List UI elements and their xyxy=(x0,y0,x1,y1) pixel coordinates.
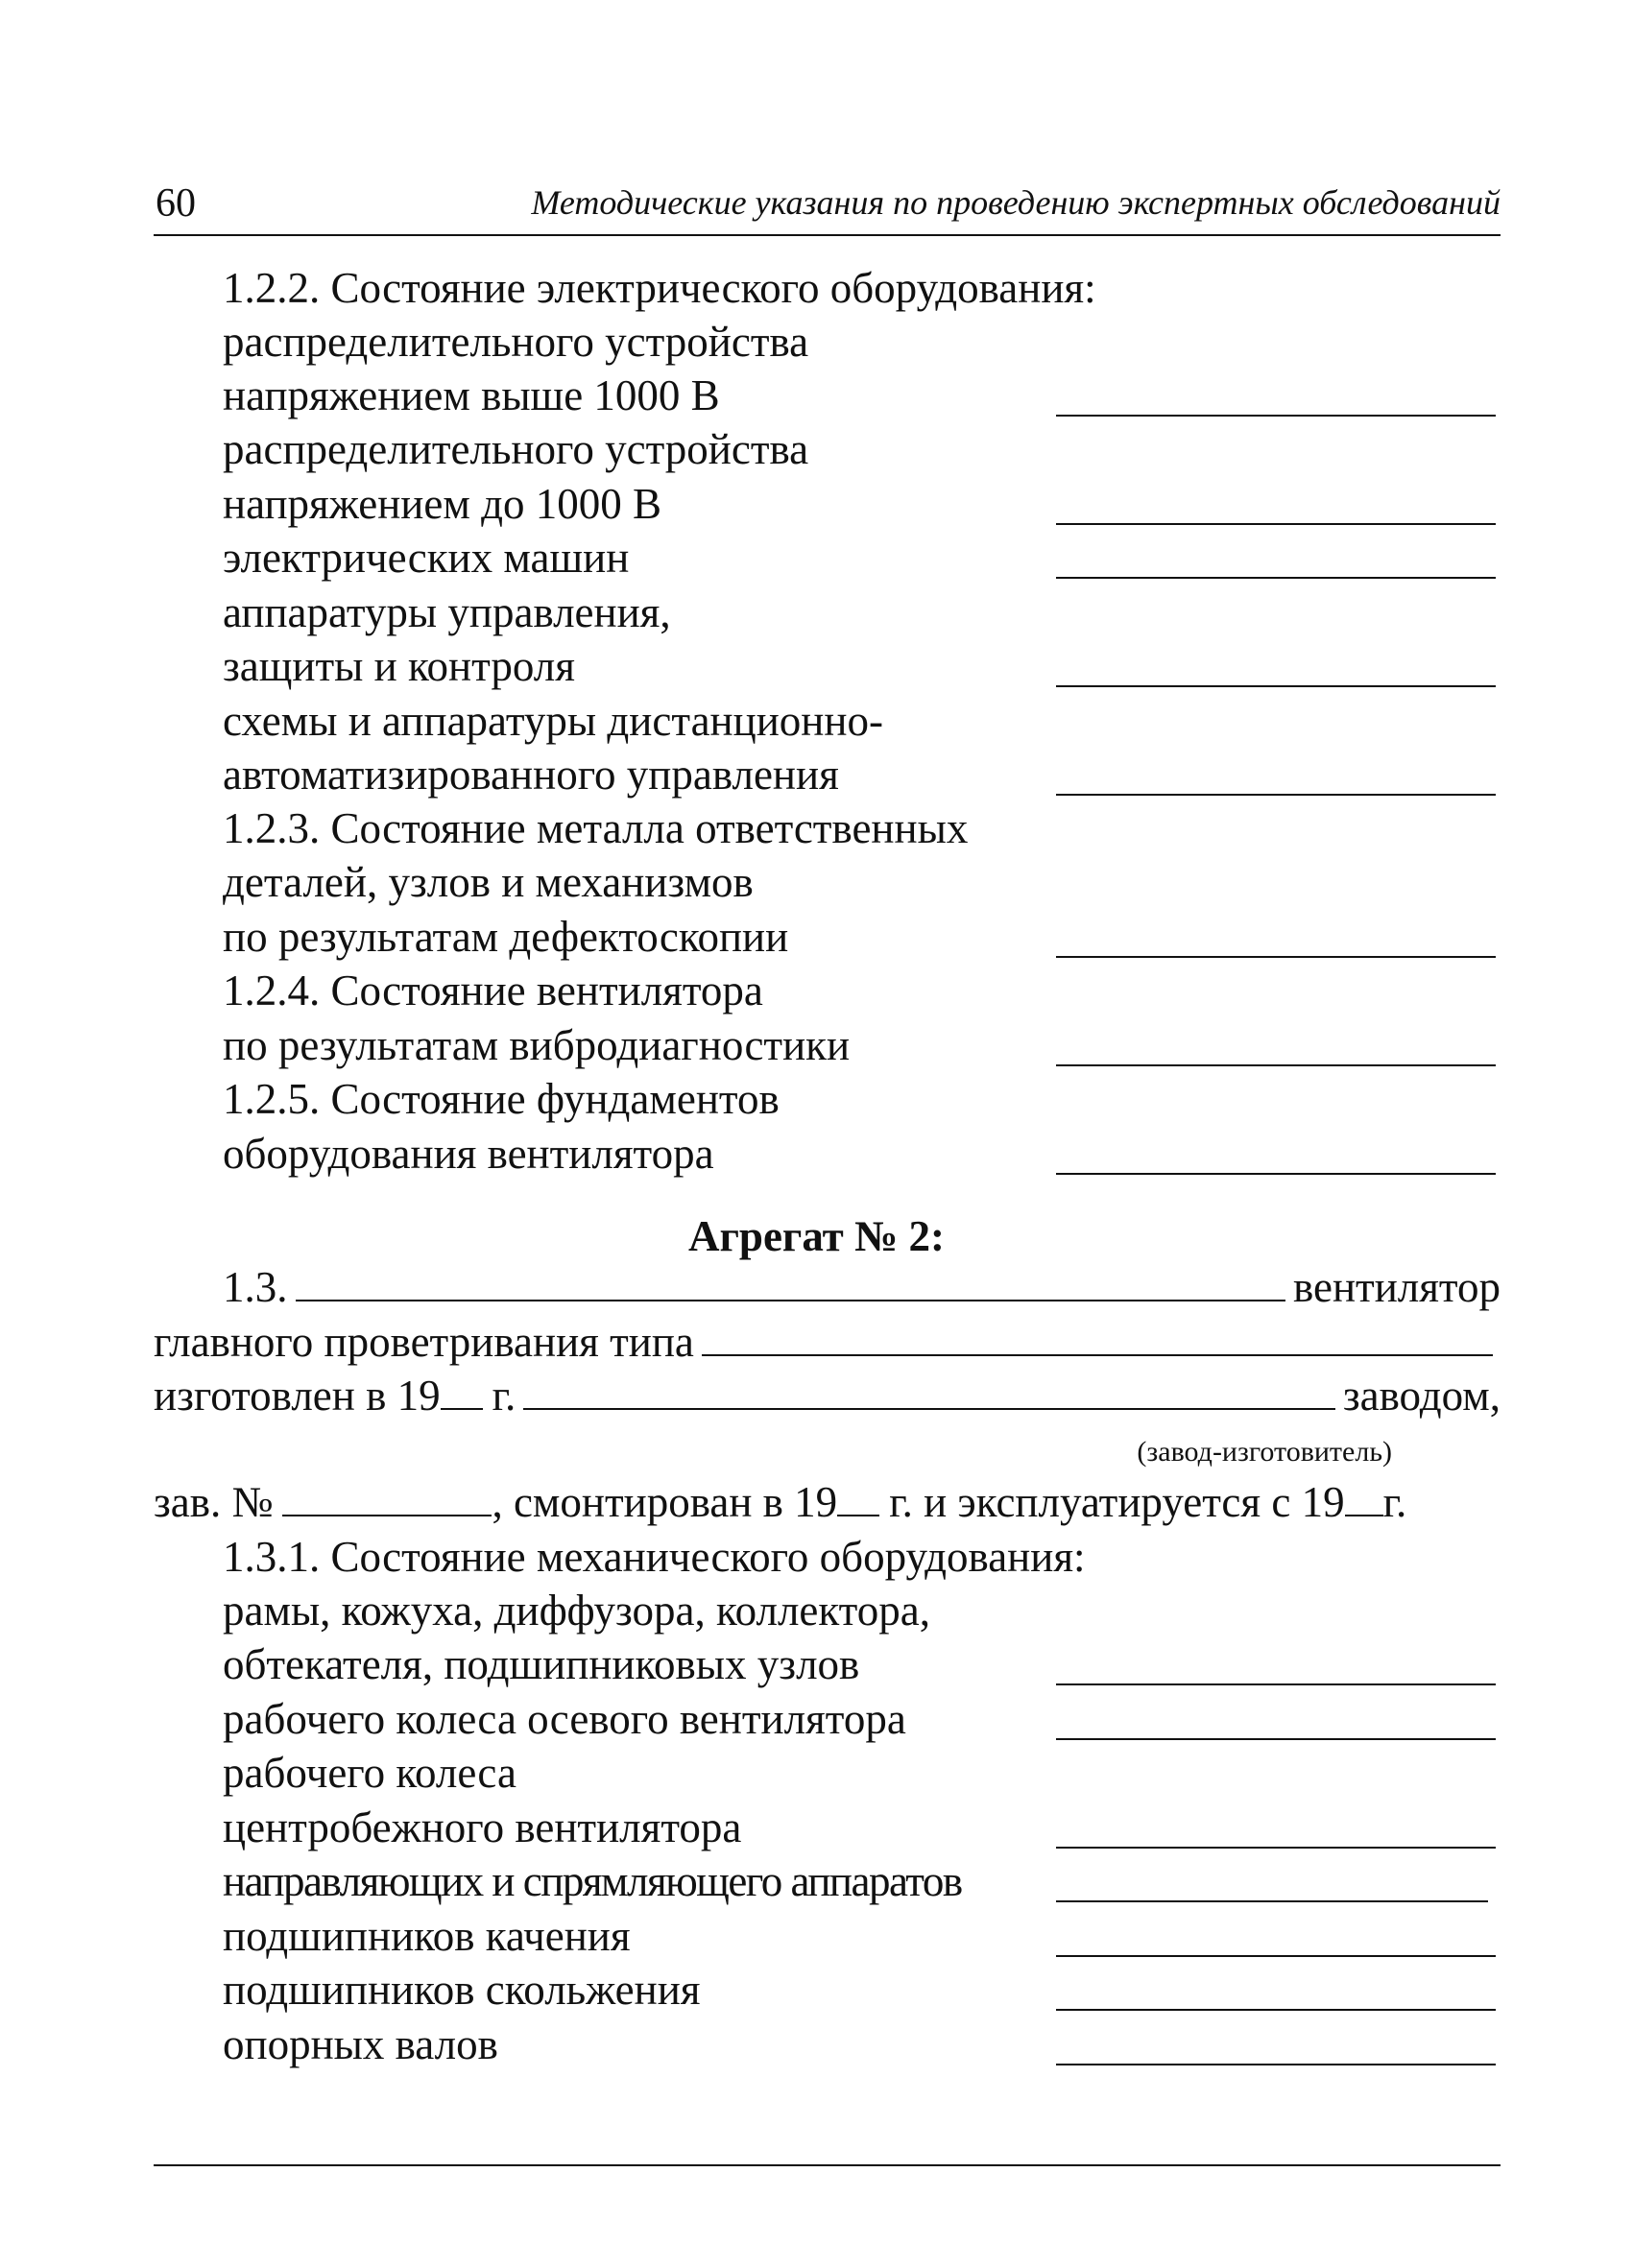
serial-number-blank[interactable] xyxy=(282,1481,492,1516)
row-text: 1.3. xyxy=(223,1263,288,1311)
row-text: зав. № xyxy=(154,1478,274,1527)
fill-in-blank[interactable] xyxy=(296,1265,1285,1301)
fill-in-blank[interactable] xyxy=(702,1320,1493,1356)
page-number: 60 xyxy=(156,181,196,226)
running-title: Методические указания по проведению экспертных обследований xyxy=(531,183,1501,222)
fill-in-blank[interactable] xyxy=(1056,956,1496,958)
line-text: опорных валов xyxy=(223,2020,498,2068)
row-text: , смонтирован в 19 xyxy=(492,1478,838,1527)
section-1-2-2-title: 1.2.2. Состояние электрического оборудования: xyxy=(223,264,1096,312)
unit-2-row-2 xyxy=(154,1320,1501,1364)
header-rule xyxy=(154,234,1501,236)
fill-in-blank[interactable] xyxy=(1056,794,1496,796)
fill-in-blank[interactable] xyxy=(1056,523,1496,525)
fill-in-blank[interactable] xyxy=(1056,1683,1496,1685)
line-text: по результатам вибродиагностики xyxy=(223,1021,851,1069)
line-text: рабочего колеса осевого вентилятора xyxy=(223,1695,906,1743)
fill-in-blank[interactable] xyxy=(523,1373,1335,1410)
unit-2-row-4 xyxy=(154,1478,1501,1527)
line-text: деталей, узлов и механизмов xyxy=(223,858,754,906)
field-caption: (завод-изготовитель) xyxy=(1137,1436,1392,1468)
line-text: электрических машин xyxy=(223,534,630,582)
fill-in-blank[interactable] xyxy=(1056,415,1496,417)
line-text: распределительного устройства xyxy=(223,318,809,366)
line-text: защиты и контроля xyxy=(223,642,575,690)
line-text: распределительного устройства xyxy=(223,425,809,473)
unit-2-row-3 xyxy=(154,1373,1501,1418)
fill-in-blank[interactable] xyxy=(1056,1738,1496,1740)
fill-in-blank[interactable] xyxy=(1056,577,1496,579)
line-text: рабочего колеса xyxy=(223,1749,516,1797)
row-text: г. и эксплуатируется с 19 xyxy=(889,1478,1345,1527)
fill-in-blank[interactable] xyxy=(1056,685,1496,687)
line-text: по результатам дефектоскопии xyxy=(223,913,789,961)
section-1-2-3-title: 1.2.3. Состояние металла ответственных xyxy=(223,804,969,852)
line-text: напряжением выше 1000 В xyxy=(223,371,720,419)
unit-2-heading: Агрегат № 2: xyxy=(687,1212,945,1260)
fill-in-blank[interactable] xyxy=(1056,2009,1496,2011)
fill-in-blank[interactable] xyxy=(1056,1900,1488,1902)
section-1-3-1-title: 1.3.1. Состояние механического оборудования: xyxy=(223,1533,1086,1581)
row-text: изготовлен в 19 xyxy=(154,1372,441,1420)
line-text: рамы, кожуха, диффузора, коллектора, xyxy=(223,1587,930,1635)
year-blank[interactable] xyxy=(837,1481,879,1516)
row-text: г. xyxy=(492,1372,516,1420)
fill-in-blank[interactable] xyxy=(1056,2064,1496,2065)
row-text: заводом, xyxy=(1342,1372,1501,1420)
row-text: г. xyxy=(1382,1478,1407,1527)
line-text: обтекателя, подшипниковых узлов xyxy=(223,1640,860,1688)
fill-in-blank[interactable] xyxy=(1056,1173,1496,1175)
row-text: главного проветривания типа xyxy=(154,1318,694,1366)
line-text: центробежного вентилятора xyxy=(223,1803,742,1851)
line-text: напряжением до 1000 В xyxy=(223,480,661,528)
section-1-2-4-title: 1.2.4. Состояние вентилятора xyxy=(223,967,763,1015)
line-text: направляющих и спрямляющего аппаратов xyxy=(223,1857,962,1905)
fill-in-blank[interactable] xyxy=(1056,1064,1496,1066)
line-text: аппаратуры управления, xyxy=(223,588,671,636)
line-text: подшипников скольжения xyxy=(223,1966,701,2014)
line-text: подшипников качения xyxy=(223,1912,631,1960)
section-1-2-5-title: 1.2.5. Состояние фундаментов xyxy=(223,1075,780,1123)
line-text: схемы и аппаратуры дистанционно- xyxy=(223,697,883,745)
fill-in-blank[interactable] xyxy=(1056,1955,1496,1957)
fill-in-blank[interactable] xyxy=(1056,1847,1496,1849)
unit-2-row-1 xyxy=(223,1265,1501,1309)
footer-rule xyxy=(154,2164,1501,2166)
year-blank[interactable] xyxy=(1345,1481,1383,1516)
year-blank[interactable] xyxy=(441,1374,483,1410)
line-text: автоматизированного управления xyxy=(223,751,839,799)
row-text: вентилятор xyxy=(1292,1263,1501,1311)
line-text: оборудования вентилятора xyxy=(223,1130,714,1178)
